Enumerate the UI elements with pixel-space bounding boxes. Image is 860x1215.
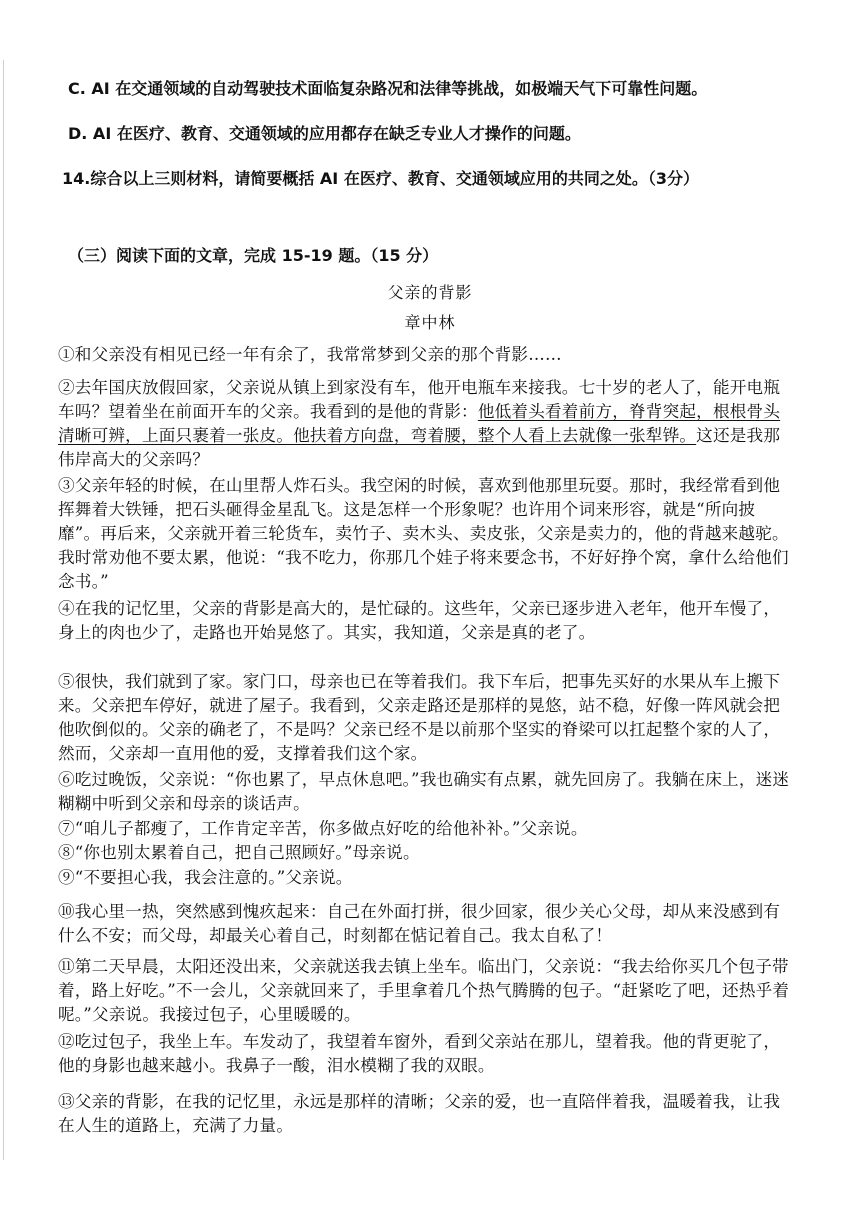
paragraph-4: ④在我的记忆里，父亲的背影是高大的，是忙碌的。这些年，父亲已逐步进入老年，他开车慢了，身上的肉也少了，走路也开始晃悠了。其实，我知道，父亲是真的老了。: [58, 599, 781, 642]
paragraph-3: ③父亲年轻的时候，在山里帮人炸石头。我空闲的时候，喜欢到他那里玩耍。那时，我经常看到他挥舞着大铁锤，把石头砸得金星乱飞。这是怎样一个形象呢？也许用个词来形容，就是“所向披靡”。再后来，父亲就开着三轮货车，卖竹子、卖木头、卖皮张，父亲是卖力的，他的背越来越驼。我时常劝他不要太累，他说：“我不吃力，你那几个娃子将来要念书，不好好挣个窝，拿什么给他们念书。”: [58, 476, 789, 591]
paragraph-5: ⑤很快，我们就到了家。家门口，母亲也已在等着我们。我下车后，把事先买好的水果从车上搬下来。父亲把车停好，就进了屋子。我看到，父亲走路还是那样的晃悠，站不稳，好像一阵风就会把他吹倒似的。父亲的确老了，不是吗？父亲已经不是以前那个坚实的脊梁可以扛起整个家的人了，然而，父亲却一直用他的爱，支撑着我们这个家。: [58, 672, 781, 763]
paragraph-7: ⑦“咱儿子都瘦了，工作肯定辛苦，你多做点好吃的给他补补。”父亲说。: [58, 819, 588, 838]
paragraph-8: ⑧“你也别太累着自己，把自己照顾好。”母亲说。: [58, 843, 420, 862]
paragraph-9: ⑨“不要担心我，我会注意的。”父亲说。: [58, 868, 353, 887]
paragraph-1: ①和父亲没有相见已经一年有余了，我常常梦到父亲的那个背影……: [58, 345, 562, 364]
paragraph-10: ⑩我心里一热，突然感到愧疚起来：自己在外面打拼，很少回家，很少关心父母，却从来没感到有什么不安；而父母，却最关心着自己，时刻都在惦记着自己。我太自私了！: [58, 902, 781, 945]
paragraph-13: ⑬父亲的背影，在我的记忆里，永远是那样的清晰；父亲的爱，也一直陪伴着我，温暖着我，让我在人生的道路上，充满了力量。: [58, 1092, 781, 1135]
paragraph-6: ⑥吃过晚饭，父亲说：“你也累了，早点休息吧。”我也确实有点累，就先回房了。我躺在床上，迷迷糊糊中听到父亲和母亲的谈话声。: [58, 770, 790, 813]
paragraph-2-underlined: 他低着头看着前方，脊背突起，根根骨头清晰可辨，上面只裹着一张皮。他扶着方向盘，弯着腰，整个人看上去就像一张犁铧。: [58, 402, 781, 445]
article-author: 章中林: [404, 313, 456, 332]
option-c: C. AI 在交通领域的自动驾驶技术面临复杂路况和法律等挑战，如极端天气下可靠性问题。: [68, 79, 708, 98]
paragraph-2: [58, 376, 791, 472]
paragraph-2-text: ②去年国庆放假回家，父亲说从镇上到家没有车，他开电瓶车来接我。七十岁的老人了，能开电瓶车吗？望着坐在前面开车的父亲。我看到的是他的背影：: [58, 378, 781, 421]
question-14: 14.综合以上三则材料，请简要概括 AI 在医疗、教育、交通领域应用的共同之处。（3分）: [62, 169, 699, 188]
option-d: D. AI 在医疗、教育、交通领域的应用都存在缺乏专业人才操作的问题。: [68, 124, 581, 143]
paragraph-11: ⑪第二天早晨，太阳还没出来，父亲就送我去镇上坐车。临出门，父亲说：“我去给你买几个包子带着，路上好吃。”不一会儿，父亲就回来了，手里拿着几个热气腾腾的包子。“赶紧吃了吧，还热乎着呢。”父亲说。我接过包子，心里暖暖的。: [58, 957, 790, 1024]
page-edge-line: [3, 60, 4, 1160]
paragraph-2-end: 这还是我那伟岸高大的父亲吗？: [58, 426, 781, 469]
article-title: 父亲的背影: [387, 283, 473, 302]
paragraph-12: ⑫吃过包子，我坐上车。车发动了，我望着车窗外，看到父亲站在那儿，望着我。他的背更驼了，他的身影也越来越小。我鼻子一酸，泪水模糊了我的双眼。: [58, 1032, 781, 1075]
section-heading: （三）阅读下面的文章，完成 15-19 题。（15 分）: [68, 246, 439, 265]
